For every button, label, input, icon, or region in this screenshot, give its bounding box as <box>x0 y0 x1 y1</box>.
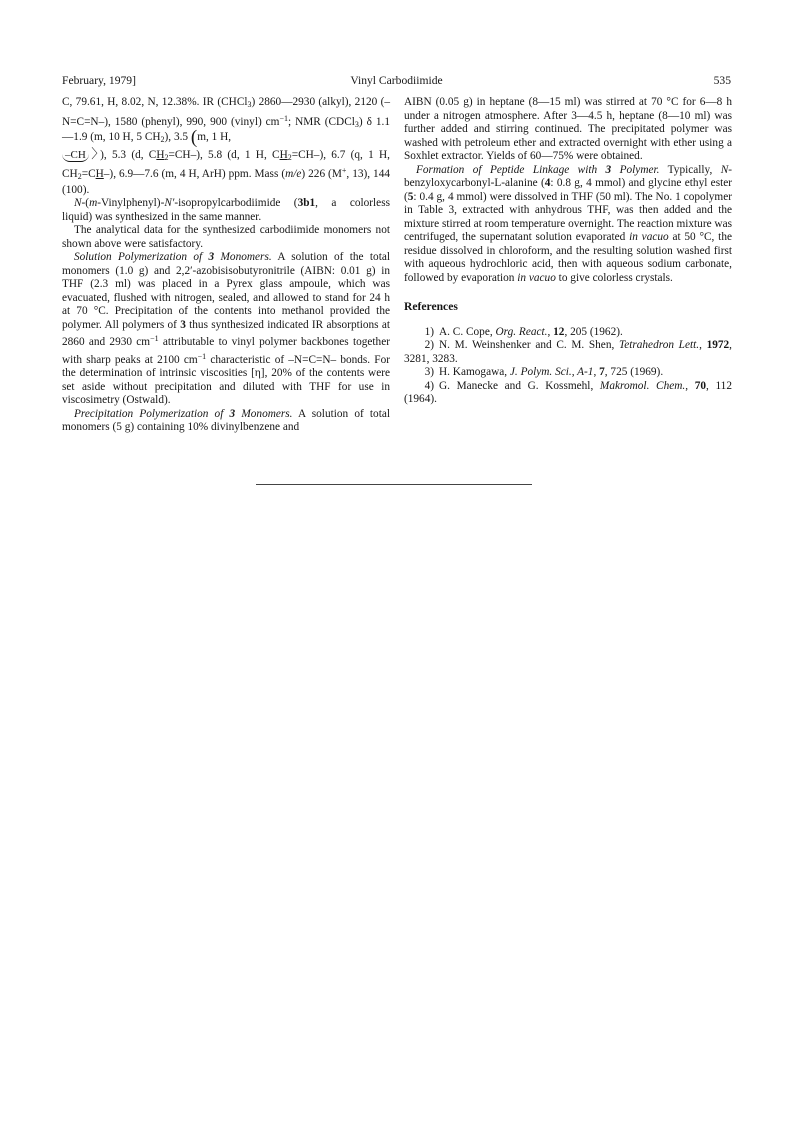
reference-item <box>404 366 732 380</box>
precipitation-continued-paragraph: AIBN (0.05 g) in heptane (8—15 ml) was stirred at 70 °C for 6—8 h under a nitrogen atmosphere. After 3—4.5 h, heptane (8—10 ml) was further added and stirring continued. The precipitated polymer was washed with petroleum ether and extracted overnight with ether using a Soxhlet extractor. Yields of 60—75% were obtained. <box>404 96 732 162</box>
reference-journal: Org. React. <box>495 325 548 338</box>
reference-number: 3) <box>424 366 434 378</box>
analytical-data-paragraph: The analytical data for the synthesized carbodiimide monomers not shown above were satisfactory. <box>62 224 390 250</box>
reference-journal: Tetrahedron Lett. <box>618 339 700 351</box>
reference-volume: 70 <box>694 379 706 392</box>
reference-volume: 12 <box>553 325 565 338</box>
references-heading: References <box>404 300 458 313</box>
reference-pages-year: , 112 (1964). <box>404 379 732 405</box>
compound-3b1-paragraph: N-(m-Vinylphenyl)-N′-isopropylcarbodiimide (3b1, a colorless liquid) was synthesized in the same manner. <box>62 197 390 223</box>
running-header <box>62 74 731 90</box>
cyclohexyl-ring: –CH <box>62 150 89 162</box>
reference-authors: H. Kamogawa, <box>439 366 510 378</box>
reference-journal: J. Polym. Sci., A-1 <box>509 366 594 378</box>
reference-separator: , <box>593 366 600 378</box>
reference-item <box>404 380 732 407</box>
reference-volume: 7 <box>599 366 605 378</box>
solution-polymerization-paragraph: Solution Polymerization of 3 Monomers. A solution of the total monomers (1.0 g) and 2,2′-azobisisobutyronitrile (AIBN: 0.01 g) in THF (2.3 ml) was placed in a Pyrex glass ampoule, which was evacuated, flushed with nitrogen, sealed, and allowed to stand for 24 h at 70 °C. Precipitation of the contents into methanol provided the polymer. All polymers of 3 thus synthesized indicated IR absorptions at 2860 and 2930 $cm^{-1}$ attributable to vinyl polymer backbones together with sharp peaks at 2100 $cm^{-1}$ characteristic of –N=C=N– bonds. For the determination of intrinsic viscosities [η], 20% of the contents were set aside without precipitation and diluted with THF for use in viscosimetry (Ostwald). <box>62 251 390 406</box>
reference-separator: , <box>547 325 554 338</box>
reference-authors: G. Manecke and G. Kossmehl, <box>439 379 600 392</box>
left-column <box>62 96 390 435</box>
reference-item <box>404 326 732 340</box>
reference-authors: A. C. Cope, <box>439 325 496 338</box>
reference-pages-year: , 3281, 3283. <box>404 339 732 365</box>
references-list <box>404 326 732 407</box>
header-title: Vinyl Carbodiimide <box>350 74 443 87</box>
peptide-linkage-paragraph: Formation of Peptide Linkage with 3 Polymer. Typically, N-benzyloxycarbonyl-L-alanine (4: 0.8 g, 4 mmol) and glycine ethyl ester (5: 0.4 g, 4 mmol) were dissolved in THF (50 ml). The No. 1 copolymer in Table 3, extracted with anhydrous THF, was then added and the mixture stirred at room temperature overnight. The reaction mixture was centrifuged, the supernatant solution evaporated in vacuo at 50 °C, the residue dissolved in chloroform, and the resulting solution washed first with aqueous hydrochloric acid, then with aqueous sodium carbonate, followed by evaporation in vacuo to give colorless crystals. <box>404 163 733 284</box>
reference-separator: , <box>699 339 707 351</box>
reference-pages-year: , 725 (1969). <box>604 366 664 378</box>
characterization-paragraph: C, 79.61, H, 8.02, N, 12.38%. IR (CHCl$_3$) 2860—2930 (alkyl), 2120 (–N=C=N–), 1580 (phenyl), 990, 900 (vinyl) $cm^{-1}$; NMR (CDCl$_3$) δ 1.1—1.9 (m, 10 H, 5 $CH_2$), 3.5 (m, 1 H, –CH 〉), 5.3 (d, $CH_2=CH-$), 5.8 (d, 1 H, $CH_2=CH-$), 6.7 (q, 1 H, $CH_2=CH-$), 6.9—7.6 (m, 4 H, ArH) ppm. Mass (m/e) 226 (M+, 13), 144 (100). <box>62 96 390 196</box>
reference-number: 2) <box>424 339 434 351</box>
reference-authors: N. M. Weinshenker and C. M. Shen, <box>439 339 619 351</box>
reference-number: 4) <box>424 379 434 392</box>
reference-separator: , <box>685 379 695 392</box>
header-date: February, 1979] <box>62 74 136 87</box>
reference-item <box>404 339 732 366</box>
reference-volume: 1972 <box>706 339 730 351</box>
right-column <box>404 96 732 407</box>
reference-number: 1) <box>424 325 434 338</box>
reference-journal: Makromol. Chem. <box>599 379 686 392</box>
page-number: 535 <box>713 74 731 87</box>
end-rule <box>256 484 532 485</box>
precipitation-polymerization-paragraph: Precipitation Polymerization of 3 Monomers. A solution of total monomers (5 g) containing 10% divinylbenzene and <box>62 407 391 433</box>
reference-pages-year: , 205 (1962). <box>564 325 623 338</box>
